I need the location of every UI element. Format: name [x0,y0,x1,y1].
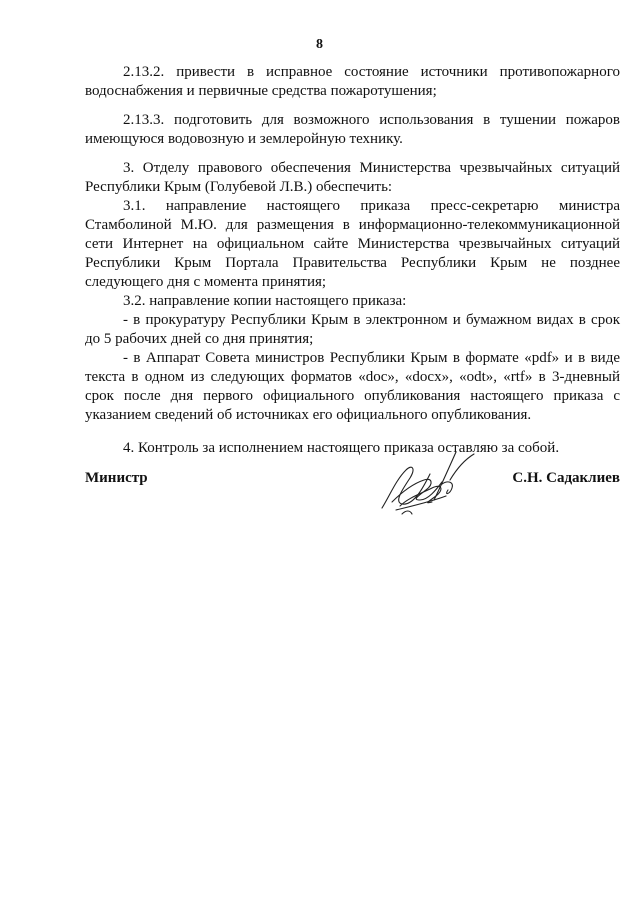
paragraph-3-2-item-2: - в Аппарат Совета министров Республики Крым в формате «pdf» и в виде текста в одном из следующих форматов «doc», «docx», «odt», «rtf» в 3-дневный срок после дня первого официального опубликования настоящего приказа с указанием сведений об источниках его официального опубликования. [85,350,620,423]
paragraph-3-1: 3.1. направление настоящего приказа пресс-секретарю министра Стамболиной М.Ю. для размещения в информационно-телекоммуникационной сети Интернет на официальном сайте Министерства чрезвычайных ситуаций Республики Крым Портала Правительства Республики Крым не позднее следующего дня с момента принятия; [85,198,620,290]
signatory-role: Министр [85,470,148,486]
handwritten-signature-icon [372,440,492,520]
page-number: 8 [316,37,323,52]
signature-block [85,470,620,500]
paragraph-3: 3. Отделу правового обеспечения Министерства чрезвычайных ситуаций Республики Крым (Голубевой Л.В.) обеспечить: [85,160,620,195]
paragraph-3-2: 3.2. направление копии настоящего приказа: [123,293,407,309]
paragraph-2-13-3: 2.13.3. подготовить для возможного использования в тушении пожаров имеющуюся водовозную и землеройную технику. [85,112,620,147]
paragraph-3-2-item-1: - в прокуратуру Республики Крым в электронном и бумажном видах в срок до 5 рабочих дней со дня принятия; [85,312,620,347]
paragraph-2-13-2: 2.13.2. привести в исправное состояние источники противопожарного водоснабжения и первичные средства пожаротушения; [85,64,620,99]
paragraph-4: 4. Контроль за исполнением настоящего приказа оставляю за собой. [123,440,560,456]
signatory-name: С.Н. Садаклиев [512,470,620,486]
document-body [85,63,620,458]
